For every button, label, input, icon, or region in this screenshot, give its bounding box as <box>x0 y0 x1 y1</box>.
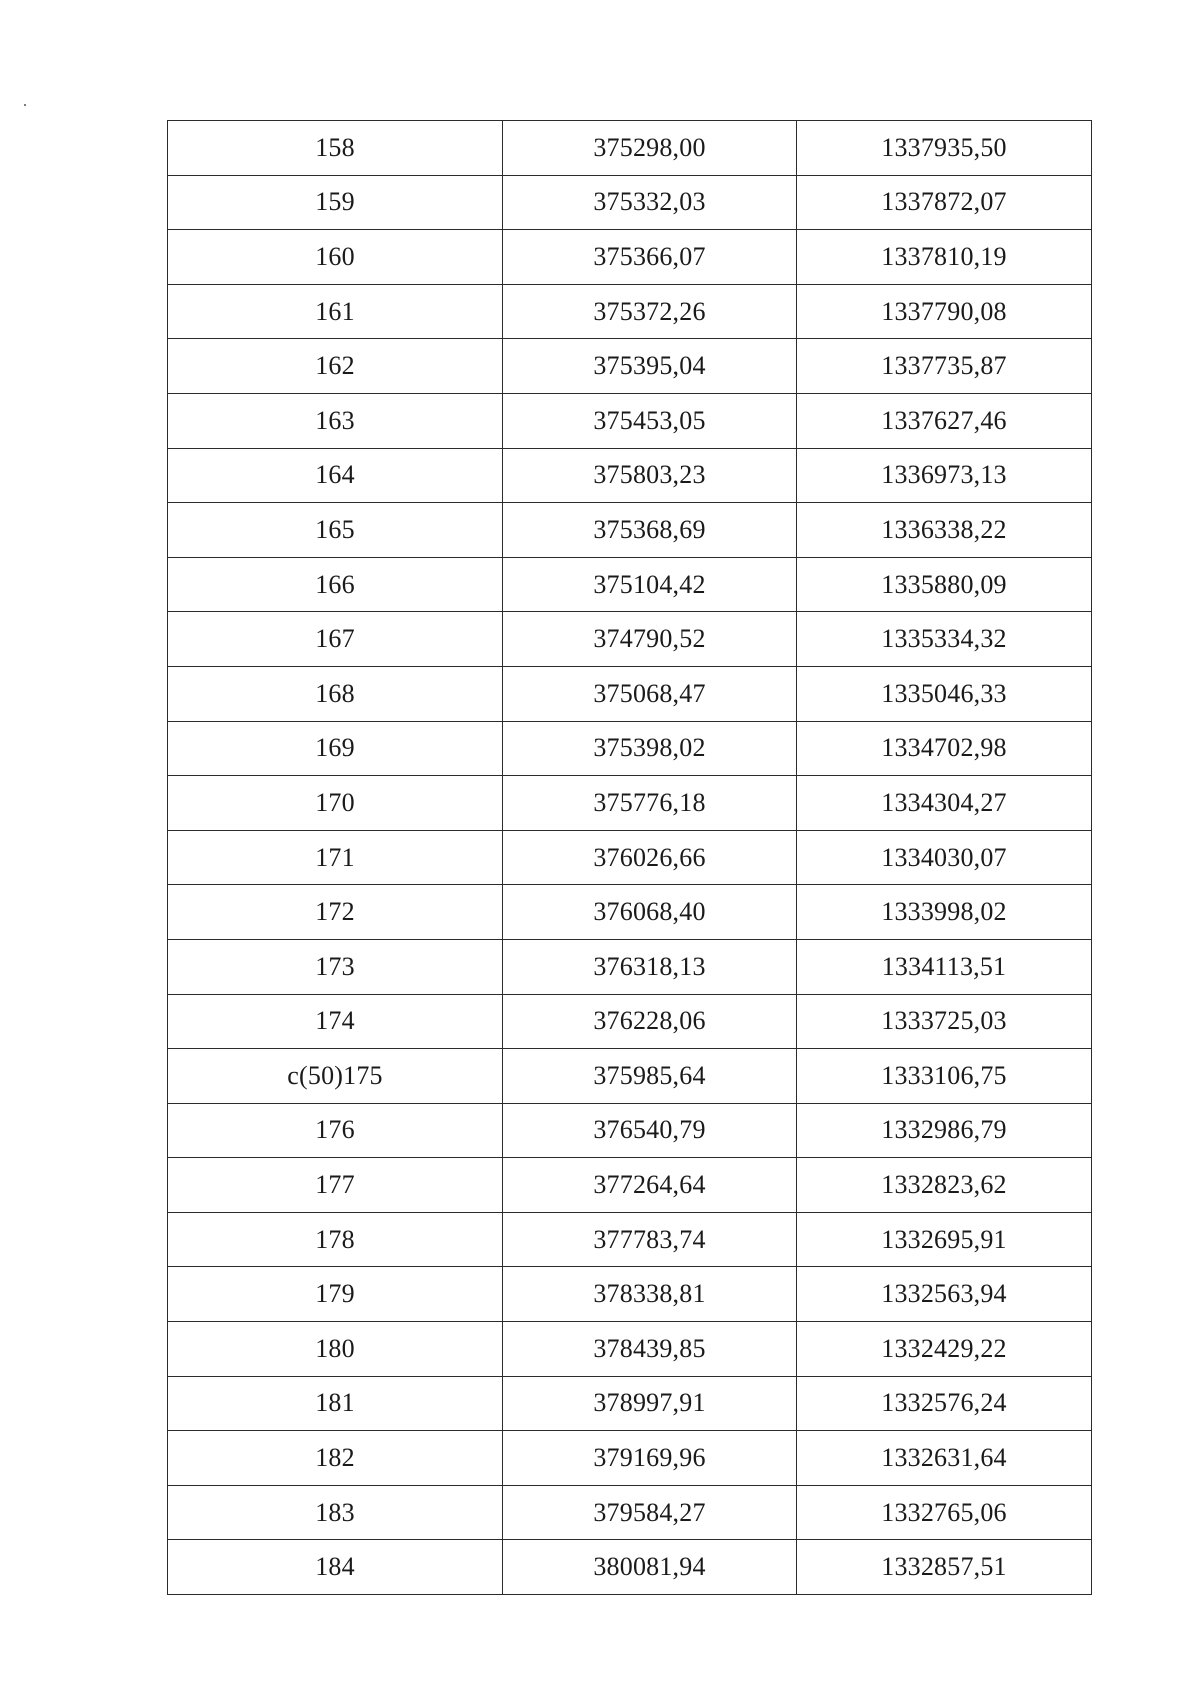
point-number-cell: 163 <box>168 393 503 448</box>
table-row <box>168 448 1092 503</box>
table-row <box>168 994 1092 1049</box>
y-coordinate-cell: 1333725,03 <box>797 994 1092 1049</box>
table-row <box>168 1049 1092 1104</box>
y-coordinate-cell: 1332765,06 <box>797 1485 1092 1540</box>
point-number-cell: 168 <box>168 666 503 721</box>
point-number-cell: 158 <box>168 121 503 176</box>
table-row <box>168 230 1092 285</box>
point-number-cell: 159 <box>168 175 503 230</box>
x-coordinate-cell: 375068,47 <box>503 666 797 721</box>
y-coordinate-cell: 1335046,33 <box>797 666 1092 721</box>
table-row <box>168 885 1092 940</box>
coordinates-table <box>167 120 1092 1595</box>
y-coordinate-cell: 1334113,51 <box>797 939 1092 994</box>
point-number-cell: 171 <box>168 830 503 885</box>
table-row <box>168 557 1092 612</box>
x-coordinate-cell: 376540,79 <box>503 1103 797 1158</box>
table-row <box>168 1212 1092 1267</box>
point-number-cell: 174 <box>168 994 503 1049</box>
x-coordinate-cell: 376318,13 <box>503 939 797 994</box>
point-number-cell: 167 <box>168 612 503 667</box>
table-row <box>168 1376 1092 1431</box>
point-number-cell: 183 <box>168 1485 503 1540</box>
table-row <box>168 339 1092 394</box>
y-coordinate-cell: 1334030,07 <box>797 830 1092 885</box>
x-coordinate-cell: 377783,74 <box>503 1212 797 1267</box>
point-number-cell: 160 <box>168 230 503 285</box>
y-coordinate-cell: 1336973,13 <box>797 448 1092 503</box>
table-row <box>168 666 1092 721</box>
coordinates-table-body <box>168 121 1092 1595</box>
x-coordinate-cell: 376068,40 <box>503 885 797 940</box>
table-row <box>168 1158 1092 1213</box>
scan-speck <box>24 104 26 106</box>
x-coordinate-cell: 378439,85 <box>503 1322 797 1377</box>
table-row <box>168 1267 1092 1322</box>
y-coordinate-cell: 1332823,62 <box>797 1158 1092 1213</box>
y-coordinate-cell: 1332857,51 <box>797 1540 1092 1595</box>
y-coordinate-cell: 1332695,91 <box>797 1212 1092 1267</box>
y-coordinate-cell: 1334702,98 <box>797 721 1092 776</box>
x-coordinate-cell: 375368,69 <box>503 503 797 558</box>
table-row <box>168 503 1092 558</box>
y-coordinate-cell: 1337627,46 <box>797 393 1092 448</box>
point-number-cell: 166 <box>168 557 503 612</box>
point-number-cell: 182 <box>168 1431 503 1486</box>
table-row <box>168 175 1092 230</box>
x-coordinate-cell: 378338,81 <box>503 1267 797 1322</box>
y-coordinate-cell: 1337790,08 <box>797 284 1092 339</box>
y-coordinate-cell: 1332576,24 <box>797 1376 1092 1431</box>
point-number-cell: 179 <box>168 1267 503 1322</box>
x-coordinate-cell: 375803,23 <box>503 448 797 503</box>
y-coordinate-cell: 1332631,64 <box>797 1431 1092 1486</box>
x-coordinate-cell: 375453,05 <box>503 393 797 448</box>
table-row <box>168 939 1092 994</box>
x-coordinate-cell: 377264,64 <box>503 1158 797 1213</box>
point-number-cell: 162 <box>168 339 503 394</box>
table-row <box>168 284 1092 339</box>
x-coordinate-cell: 375776,18 <box>503 776 797 831</box>
x-coordinate-cell: 375332,03 <box>503 175 797 230</box>
point-number-cell: 180 <box>168 1322 503 1377</box>
point-number-cell: 161 <box>168 284 503 339</box>
y-coordinate-cell: 1337935,50 <box>797 121 1092 176</box>
point-number-cell: c(50)175 <box>168 1049 503 1104</box>
y-coordinate-cell: 1332986,79 <box>797 1103 1092 1158</box>
y-coordinate-cell: 1336338,22 <box>797 503 1092 558</box>
point-number-cell: 169 <box>168 721 503 776</box>
table-row <box>168 721 1092 776</box>
y-coordinate-cell: 1335880,09 <box>797 557 1092 612</box>
point-number-cell: 165 <box>168 503 503 558</box>
table-row <box>168 776 1092 831</box>
table-row <box>168 393 1092 448</box>
table-row <box>168 1431 1092 1486</box>
table-row <box>168 1540 1092 1595</box>
x-coordinate-cell: 375395,04 <box>503 339 797 394</box>
x-coordinate-cell: 375366,07 <box>503 230 797 285</box>
y-coordinate-cell: 1335334,32 <box>797 612 1092 667</box>
table-row <box>168 1485 1092 1540</box>
point-number-cell: 181 <box>168 1376 503 1431</box>
y-coordinate-cell: 1334304,27 <box>797 776 1092 831</box>
x-coordinate-cell: 380081,94 <box>503 1540 797 1595</box>
point-number-cell: 178 <box>168 1212 503 1267</box>
y-coordinate-cell: 1337872,07 <box>797 175 1092 230</box>
table-row <box>168 1322 1092 1377</box>
x-coordinate-cell: 374790,52 <box>503 612 797 667</box>
point-number-cell: 172 <box>168 885 503 940</box>
point-number-cell: 184 <box>168 1540 503 1595</box>
x-coordinate-cell: 378997,91 <box>503 1376 797 1431</box>
y-coordinate-cell: 1333106,75 <box>797 1049 1092 1104</box>
table-row <box>168 121 1092 176</box>
point-number-cell: 177 <box>168 1158 503 1213</box>
table-row <box>168 612 1092 667</box>
x-coordinate-cell: 376026,66 <box>503 830 797 885</box>
x-coordinate-cell: 375104,42 <box>503 557 797 612</box>
x-coordinate-cell: 379584,27 <box>503 1485 797 1540</box>
y-coordinate-cell: 1332429,22 <box>797 1322 1092 1377</box>
y-coordinate-cell: 1337810,19 <box>797 230 1092 285</box>
y-coordinate-cell: 1333998,02 <box>797 885 1092 940</box>
table-row <box>168 1103 1092 1158</box>
point-number-cell: 170 <box>168 776 503 831</box>
point-number-cell: 164 <box>168 448 503 503</box>
x-coordinate-cell: 375398,02 <box>503 721 797 776</box>
x-coordinate-cell: 375372,26 <box>503 284 797 339</box>
y-coordinate-cell: 1332563,94 <box>797 1267 1092 1322</box>
table-row <box>168 830 1092 885</box>
x-coordinate-cell: 379169,96 <box>503 1431 797 1486</box>
x-coordinate-cell: 375985,64 <box>503 1049 797 1104</box>
y-coordinate-cell: 1337735,87 <box>797 339 1092 394</box>
point-number-cell: 173 <box>168 939 503 994</box>
point-number-cell: 176 <box>168 1103 503 1158</box>
x-coordinate-cell: 376228,06 <box>503 994 797 1049</box>
x-coordinate-cell: 375298,00 <box>503 121 797 176</box>
